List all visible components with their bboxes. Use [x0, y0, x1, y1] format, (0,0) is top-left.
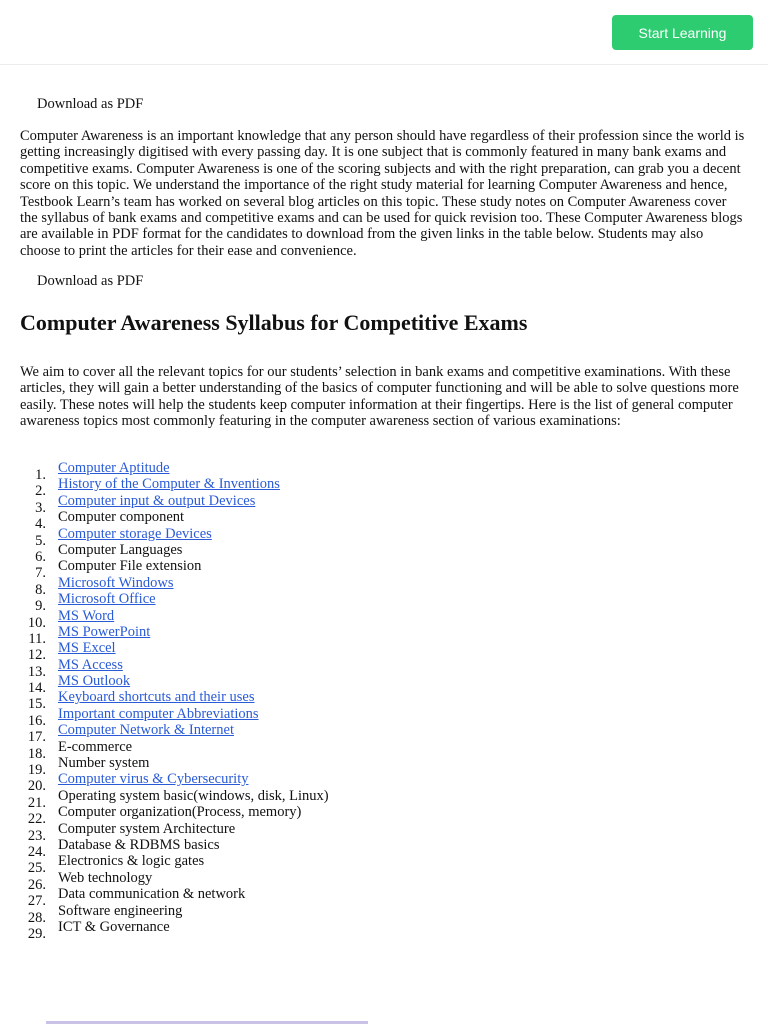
topic-item — [20, 541, 329, 565]
topic-item[interactable] — [20, 722, 329, 746]
topic-label: Web technology — [58, 869, 153, 886]
topic-label: Number system — [58, 755, 150, 772]
topic-item — [20, 738, 329, 762]
topic-number: 11. — [28, 630, 46, 647]
topic-item[interactable] — [20, 673, 329, 697]
topic-item[interactable] — [20, 640, 329, 664]
topic-item — [20, 804, 329, 828]
topic-label: ICT & Governance — [58, 918, 170, 935]
topic-link[interactable]: Computer Network & Internet — [58, 722, 234, 739]
topic-number: 25. — [27, 860, 46, 877]
topic-number: 27. — [27, 893, 46, 910]
topic-item[interactable] — [20, 656, 329, 680]
section-paragraph: We aim to cover all the relevant topics for our students’ selection in bank exams and competitive examinations. With these articles, they will gain a better understanding of the basics of computer functioning and will be able to solve questions more easily. These notes will help the students keep computer information at their fingertips. Here is the list of general computer awareness topics most commonly featuring in the computer awareness section of various examinations: — [20, 364, 739, 430]
topic-item[interactable] — [20, 591, 329, 615]
topic-number: 24. — [27, 843, 46, 860]
topic-label: Database & RDBMS basics — [58, 836, 220, 853]
topic-item — [20, 869, 329, 893]
topic-number: 28. — [27, 909, 46, 926]
topic-item[interactable] — [20, 476, 329, 500]
topic-label: Computer Languages — [58, 541, 183, 558]
topic-number: 3. — [35, 499, 46, 516]
topic-number: 10. — [27, 614, 46, 631]
topic-item[interactable] — [20, 771, 329, 795]
intro-paragraph: Computer Awareness is an important knowledge that any person should have regardless of their profession since the world is getting increasingly digitised with every passing day. It is one subject that is commonly featured in many bank exams and competitive exams. Computer Awareness is one of the scoring subjects and with the right preparation, can grab you a decent score on this topic. We understand the importance of the right study material for learning Computer Awareness and hence, Testbook Learn’s team has worked on several blog articles on this topic. These study notes on Computer Awareness cover the syllabus of bank exams and competitive exams and can be used for quick revision too. These Computer Awareness blogs are available in PDF format for the candidates to download from the given links in the table below. Students may also choose to print the articles for their ease and convenience. — [20, 128, 745, 259]
topic-number: 18. — [27, 745, 46, 762]
topic-label: Operating system basic(windows, disk, Linux) — [58, 787, 329, 804]
download-pdf-link[interactable]: Download as PDF — [37, 96, 144, 112]
topic-link[interactable]: Computer input & output Devices — [58, 492, 256, 509]
topic-label: Data communication & network — [58, 886, 246, 903]
topic-link[interactable]: MS Excel — [58, 640, 116, 657]
topic-link[interactable]: MS Word — [58, 607, 115, 624]
topics-list — [20, 460, 329, 942]
topic-number: 2. — [35, 483, 46, 500]
topic-link[interactable]: Computer storage Devices — [58, 525, 212, 542]
topic-link[interactable]: History of the Computer & Inventions — [58, 476, 280, 493]
topic-number: 17. — [27, 729, 46, 746]
topic-link[interactable]: Keyboard shortcuts and their uses — [58, 689, 255, 706]
topic-number: 22. — [27, 811, 46, 828]
topic-label: Computer component — [58, 509, 185, 526]
topic-number: 6. — [35, 548, 46, 565]
topic-item[interactable] — [20, 525, 329, 549]
topic-item[interactable] — [20, 574, 329, 598]
topic-item — [20, 853, 329, 877]
topic-label: E-commerce — [58, 738, 133, 755]
topic-number: 26. — [27, 876, 46, 893]
topic-item — [20, 836, 329, 860]
topic-item[interactable] — [20, 689, 329, 713]
section-title: Computer Awareness Syllabus for Competitive Exams — [20, 310, 528, 335]
topic-number: 12. — [27, 647, 46, 664]
topic-label: Software engineering — [58, 902, 183, 919]
topic-number: 15. — [27, 696, 46, 713]
topic-item[interactable] — [20, 623, 329, 647]
topic-number: 8. — [35, 581, 46, 598]
topic-item — [20, 755, 329, 779]
topic-number: 19. — [27, 762, 46, 779]
topic-link[interactable]: Computer Aptitude — [58, 460, 170, 476]
topic-label: Computer system Architecture — [58, 820, 236, 837]
topic-link[interactable]: Computer virus & Cybersecurity — [58, 771, 249, 788]
topic-link[interactable]: MS PowerPoint — [58, 623, 151, 640]
topic-item[interactable] — [20, 460, 329, 483]
topic-item — [20, 558, 329, 582]
topic-link[interactable]: Important computer Abbreviations — [58, 705, 259, 722]
topic-item[interactable] — [20, 492, 329, 516]
topic-label: Computer File extension — [58, 558, 202, 575]
start-learning-button[interactable]: Start Learning — [612, 15, 753, 50]
topic-item — [20, 509, 329, 533]
topic-number: 1. — [35, 467, 46, 483]
topic-item — [20, 787, 329, 811]
topic-number: 29. — [27, 925, 46, 942]
topic-link[interactable]: MS Outlook — [58, 673, 131, 690]
topic-number: 14. — [27, 680, 46, 697]
topic-number: 4. — [35, 516, 46, 533]
topic-number: 16. — [27, 712, 46, 729]
topic-item[interactable] — [20, 705, 329, 729]
topic-number: 13. — [27, 663, 46, 680]
topic-item — [20, 820, 329, 844]
topic-number: 5. — [35, 532, 46, 549]
topic-label: Computer organization(Process, memory) — [58, 804, 302, 821]
top-bar — [0, 0, 768, 65]
topic-label: Electronics & logic gates — [58, 853, 205, 870]
topic-number: 7. — [35, 565, 46, 582]
topic-number: 20. — [27, 778, 46, 795]
topic-item — [20, 886, 329, 910]
topic-number: 9. — [35, 598, 46, 615]
topic-number: 21. — [27, 794, 46, 811]
topic-link[interactable]: MS Access — [58, 656, 123, 673]
topic-link[interactable]: Microsoft Windows — [58, 574, 174, 591]
topic-item[interactable] — [20, 607, 329, 631]
topic-link[interactable]: Microsoft Office — [58, 591, 156, 608]
topic-item — [20, 902, 329, 926]
download-pdf-link-2[interactable]: Download as PDF — [37, 273, 144, 289]
topic-number: 23. — [27, 827, 46, 844]
topic-item — [20, 918, 329, 942]
